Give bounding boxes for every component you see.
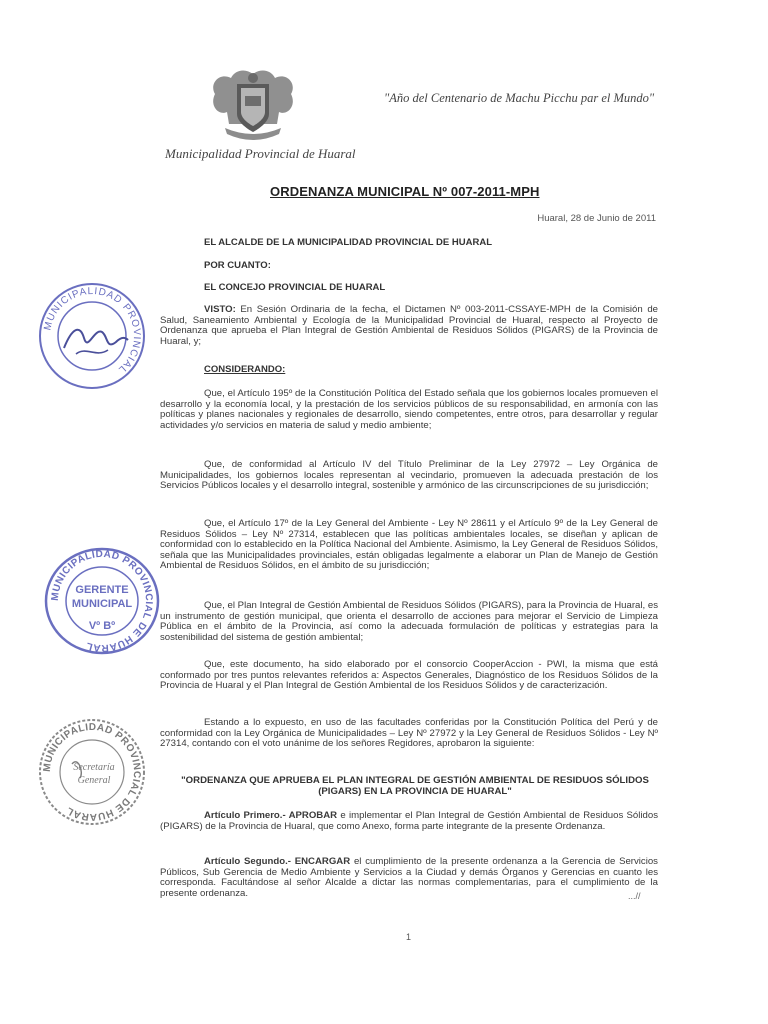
paragraph-5: Que, este documento, ha sido elaborado por el consorcio CooperAccion - PWI, la misma que está conformado por tres puntos relevantes referidos a: Aspectos Generales, Diagnóstico de los Residuos Sólidos de la Provincia de Huaral y el Plan Integral de Gestión Ambiental de los Residuos Sólidos y de caracterización. [160,659,658,692]
ordinance-heading: "ORDENANZA QUE APRUEBA EL PLAN INTEGRAL DE GESTIÓN AMBIENTAL DE RESIDUOS SÓLIDOS (PIGARS) EN LA PROVINCIA DE HUARAL" [181,775,649,797]
stamp2-line1: GERENTE [75,584,129,596]
heading-por-cuanto: POR CUANTO: [204,260,271,271]
article-1 [160,811,658,832]
svg-text:MUNICIPALIDAD PROVINCIAL [42,286,142,376]
paragraph-3: Que, el Artículo 17º de la Ley General del Ambiente - Ley Nº 28611 y el Artículo 9º de la Ley General de Residuos Sólidos – Ley Nº 27314, establecen que las políticas ambientales locales, se diseñan y aplican de conformidad con lo establecido en la Política Nacional del Ambiente. Asimismo, la Ley General de Residuos Sólidos, señala que las Municipalidades provinciales, están obligadas legalmente a elaborar un Plan de Manejo de Gestión Ambiental de Residuos Sólidos, en el ámbito de su jurisdicción; [160,518,658,572]
stamp2-ring-text: MUNICIPALIDAD PROVINCIAL DE HUARAL [49,548,155,654]
stamp2-line3: Vº Bº [88,620,116,632]
seal-stamp-1 [36,280,148,397]
paragraph-4: Que, el Plan Integral de Gestión Ambiental de Residuos Sólidos (PIGARS), para la Provincia de Huaral, es un instrumento de gestión municipal, que orienta el desarrollo de acciones para mejorar el Servicio de Limpieza Pública en el ámbito de la Provincia, así como la adecuada formulación de políticas y estrategias para la sostenibilidad del sistema de gestión ambiental; [160,600,658,643]
article-2-lead: Artículo Segundo.- ENCARGAR [204,856,351,867]
paragraph-visto [160,305,658,347]
article-2 [160,857,658,899]
municipal-crest-logo [205,66,301,146]
stamp2-line2: MUNICIPAL [71,598,133,610]
article-2-text: el cumplimiento de la presente ordenanza a la Gerencia de Servicios Públicos, Sub Gerencia de Medio Ambiente y Servicios a la Ciudad y demás Órganos y Gerencias en cuanto les corresponda. Facultándose al señor Alcalde a dictar las normas complementarias, para el cumplimiento de la presente ordenanza. [160,856,658,899]
paragraph-6: Estando a lo expuesto, en uso de las facultades conferidas por la Constitución Política del Perú y de conformidad con la Ley Orgánica de Municipalidades – Ley Nº 27972 y la Ley General de Residuos Sólidos - Ley Nº 27314, contando con el voto unánime de los señores Regidores, aprobaron la siguiente: [160,717,658,750]
stamp3-line2: General [77,775,111,786]
stamp3-line1: Secretaría [73,762,115,773]
document-title: ORDENANZA MUNICIPAL Nº 007-2011-MPH [270,184,540,199]
article-1-lead: Artículo Primero.- APROBAR [204,810,338,821]
seal-stamp-gerente [42,545,162,662]
article-1-text: e implementar el Plan Integral de Gestión Ambiental de Residuos Sólidos (PIGARS) de la Provincia de Huaral, que como Anexo, forma parte integrante de la presente Ordenanza. [160,810,658,832]
paragraph-1: Que, el Artículo 195º de la Constitución Política del Estado señala que los gobiernos locales promueven el desarrollo y la economía local, y la prestación de los servicios públicos de su responsabilidad, en armonía con las políticas y planes nacionales y regionales de desarrollo, siendo competentes, entre otros, para desarrollar y regular actividades y/o servicios en materia de salud y medio ambiente; [160,388,658,431]
heading-concejo: EL CONCEJO PROVINCIAL DE HUARAL [204,282,386,293]
heading-alcalde: EL ALCALDE DE LA MUNICIPALIDAD PROVINCIAL DE HUARAL [204,237,492,248]
municipality-name: Municipalidad Provincial de Huaral [165,146,356,161]
page-number: 1 [406,932,412,942]
stamp3-ring-text: MUNICIPALIDAD PROVINCIAL DE HUARAL [41,721,143,823]
seal-stamp-secretaria [36,716,148,833]
heading-considerando: CONSIDERANDO: [204,364,286,375]
continuation-mark: ...// [628,891,641,901]
document-date: Huaral, 28 de Junio de 2011 [537,213,656,224]
paragraph-2: Que, de conformidad al Artículo IV del Título Preliminar de la Ley 27972 – Ley Orgánica de Municipalidades, los gobiernos locales representan al vecindario, promueven la adecuada prestación de los Servicios Públicos locales y el desarrollo integral, sostenible y armónico de las circunscripciones de su jurisdicción; [160,459,658,492]
visto-lead: VISTO: [204,304,236,315]
motto-text: "Año del Centenario de Machu Picchu par el Mundo" [384,91,655,105]
stamp1-ring-text: MUNICIPALIDAD PROVINCIAL [42,285,143,376]
visto-text: En Sesión Ordinaria de la fecha, el Dictamen Nº 003-2011-CSSAYE-MPH de la Comisión de Salud, Saneamiento Ambiental y Ecología de la Municipalidad Provincial de Huaral, respecto al Proyecto de Ordenanza que aprueba el Plan Integral de Gestión Ambiental de Residuos Sólidos (PIGARS) de la Provincia de Huaral, y; [160,304,658,347]
